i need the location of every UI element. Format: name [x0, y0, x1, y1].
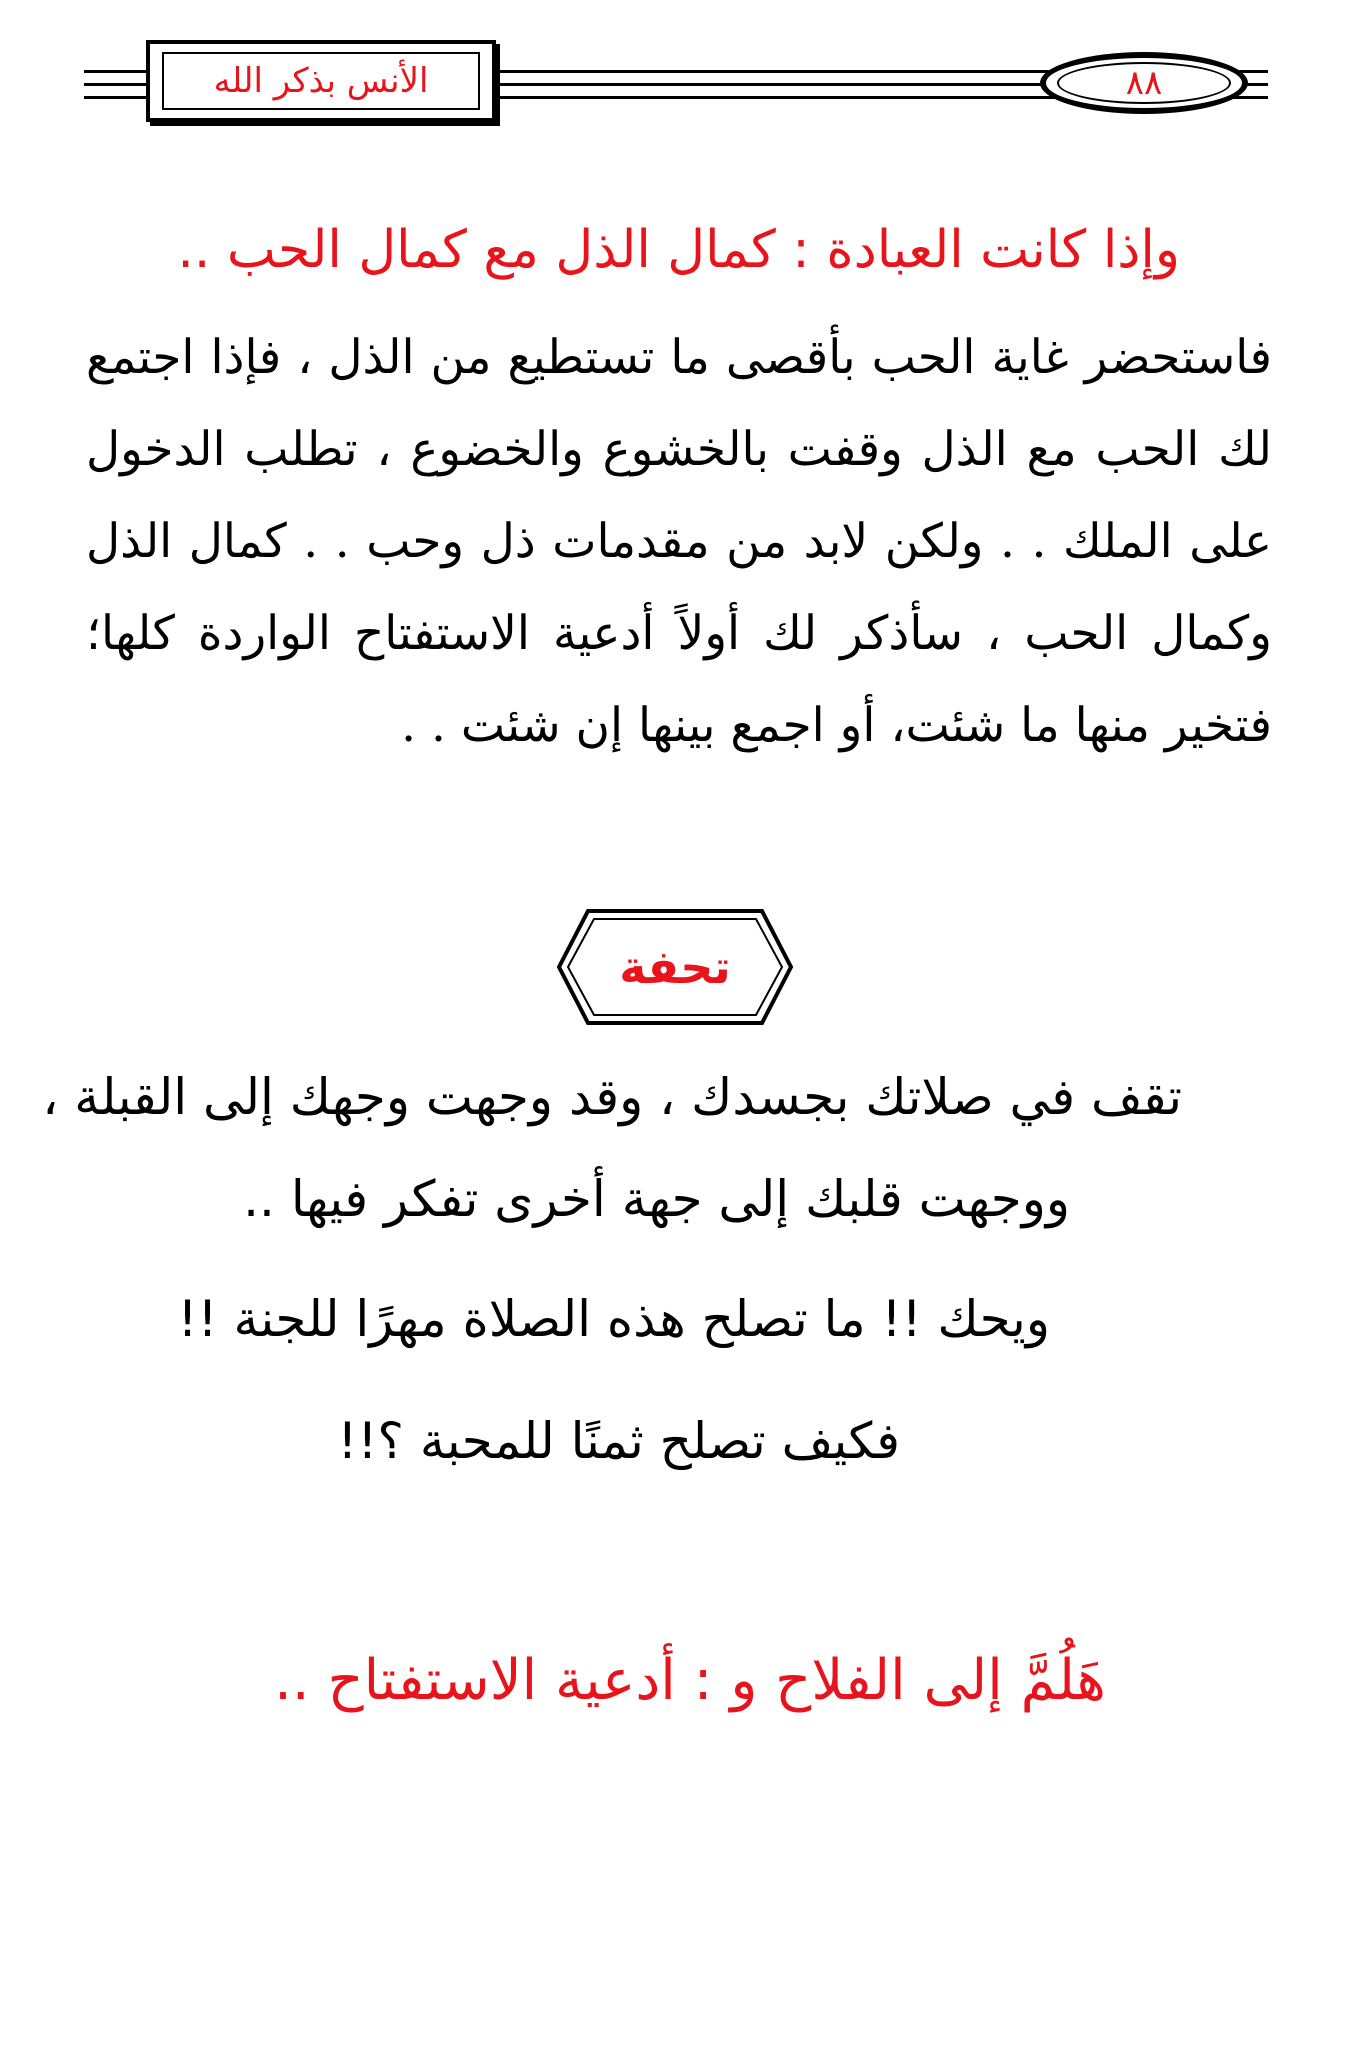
tuhfa-line: ووجهت قلبك إلى جهة أخرى تفكر فيها ..	[243, 1170, 1070, 1228]
tuhfa-line: ويحك !! ما تصلح هذه الصلاة مهرًا للجنة !!	[177, 1290, 1050, 1348]
section-heading: وإذا كانت العبادة : كمال الذل مع كمال الحب ..	[177, 220, 1180, 280]
page-number: ٨٨	[1057, 62, 1231, 104]
tuhfa-badge	[556, 908, 794, 1026]
tuhfa-line: فكيف تصلح ثمنًا للمحبة ؟!!	[337, 1412, 900, 1470]
tuhfa-line: تقف في صلاتك بجسدك ، وقد وجهت وجهك إلى القبلة ،	[42, 1068, 1182, 1126]
book-title-frame	[146, 40, 496, 122]
page-number-oval	[1040, 52, 1248, 114]
tuhfa-label: تحفة	[619, 940, 731, 994]
closing-call: هَلُمَّ إلى الفلاح و : أدعية الاستفتاح ..	[274, 1648, 1106, 1713]
book-title: الأنس بذكر الله	[162, 52, 480, 110]
body-paragraph: فاستحضر غاية الحب بأقصى ما تستطيع من الذل ، فإذا اجتمع لك الحب مع الذل وقفت بالخشوع والخضوع ، تطلب الدخول على الملك . . ولكن لابد من مقدمات ذل وحب . . كمال الذل وكمال الحب ، سأذكر لك أولاً أدعية الاستفتاح الواردة كلها؛ فتخير منها ما شئت، أو اجمع بينها إن شئت . .	[86, 330, 1272, 753]
